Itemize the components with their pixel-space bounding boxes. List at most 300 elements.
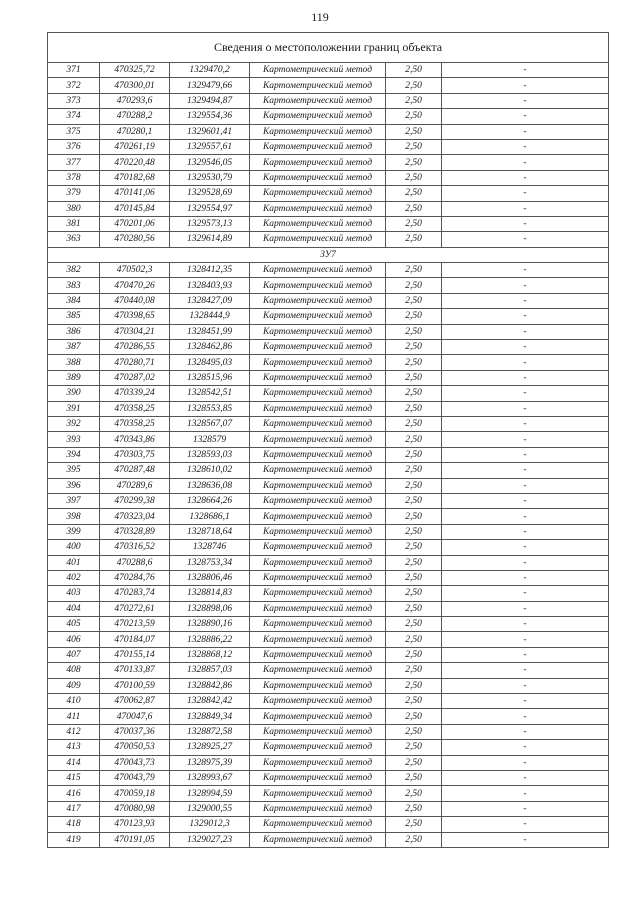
table-row — [48, 509, 609, 524]
cell-x-coordinate: 470284,76 — [100, 570, 170, 585]
cell-point-number: 404 — [48, 601, 100, 616]
cell-method: Картометрический метод — [250, 93, 386, 108]
cell-accuracy: 2,50 — [386, 93, 442, 108]
cell-y-coordinate: 1328814,83 — [170, 586, 250, 601]
cell-point-number: 386 — [48, 324, 100, 339]
cell-method: Картометрический метод — [250, 463, 386, 478]
cell-method: Картометрический метод — [250, 509, 386, 524]
table-row — [48, 755, 609, 770]
table-row — [48, 309, 609, 324]
cell-y-coordinate: 1329470,2 — [170, 63, 250, 78]
cell-description: - — [442, 293, 609, 308]
cell-y-coordinate: 1328753,34 — [170, 555, 250, 570]
cell-method: Картометрический метод — [250, 524, 386, 539]
table-row — [48, 386, 609, 401]
cell-x-coordinate: 470502,3 — [100, 263, 170, 278]
cell-x-coordinate: 470191,05 — [100, 832, 170, 847]
cell-x-coordinate: 470272,61 — [100, 601, 170, 616]
cell-description: - — [442, 832, 609, 847]
cell-description: - — [442, 724, 609, 739]
cell-x-coordinate: 470398,65 — [100, 309, 170, 324]
table-row — [48, 324, 609, 339]
cell-method: Картометрический метод — [250, 263, 386, 278]
cell-point-number: 380 — [48, 201, 100, 216]
cell-method: Картометрический метод — [250, 78, 386, 93]
cell-x-coordinate: 470440,08 — [100, 293, 170, 308]
cell-point-number: 413 — [48, 740, 100, 755]
cell-y-coordinate: 1329573,13 — [170, 216, 250, 231]
cell-description: - — [442, 186, 609, 201]
cell-description: - — [442, 370, 609, 385]
table-row — [48, 293, 609, 308]
cell-description: - — [442, 432, 609, 447]
cell-method: Картометрический метод — [250, 786, 386, 801]
cell-description: - — [442, 401, 609, 416]
table-row — [48, 601, 609, 616]
cell-x-coordinate: 470220,48 — [100, 155, 170, 170]
cell-point-number: 399 — [48, 524, 100, 539]
cell-method: Картометрический метод — [250, 817, 386, 832]
cell-y-coordinate: 1329012,3 — [170, 817, 250, 832]
table-row — [48, 278, 609, 293]
cell-point-number: 415 — [48, 770, 100, 785]
cell-point-number: 376 — [48, 139, 100, 154]
cell-y-coordinate: 1329494,87 — [170, 93, 250, 108]
cell-method: Картометрический метод — [250, 139, 386, 154]
cell-y-coordinate: 1328925,27 — [170, 740, 250, 755]
cell-y-coordinate: 1328890,16 — [170, 617, 250, 632]
cell-y-coordinate: 1328994,59 — [170, 786, 250, 801]
cell-accuracy: 2,50 — [386, 478, 442, 493]
cell-description: - — [442, 78, 609, 93]
cell-accuracy: 2,50 — [386, 309, 442, 324]
cell-accuracy: 2,50 — [386, 801, 442, 816]
cell-description: - — [442, 416, 609, 431]
cell-x-coordinate: 470062,87 — [100, 694, 170, 709]
table-row — [48, 463, 609, 478]
cell-description: - — [442, 232, 609, 247]
cell-x-coordinate: 470358,25 — [100, 416, 170, 431]
cell-accuracy: 2,50 — [386, 540, 442, 555]
table-row — [48, 232, 609, 247]
table-row — [48, 770, 609, 785]
cell-y-coordinate: 1329528,69 — [170, 186, 250, 201]
cell-accuracy: 2,50 — [386, 724, 442, 739]
cell-point-number: 393 — [48, 432, 100, 447]
cell-description: - — [442, 540, 609, 555]
table-row — [48, 155, 609, 170]
cell-description: - — [442, 386, 609, 401]
cell-accuracy: 2,50 — [386, 78, 442, 93]
cell-point-number: 377 — [48, 155, 100, 170]
cell-y-coordinate: 1328412,35 — [170, 263, 250, 278]
cell-x-coordinate: 470280,1 — [100, 124, 170, 139]
cell-accuracy: 2,50 — [386, 139, 442, 154]
cell-method: Картометрический метод — [250, 309, 386, 324]
table-row — [48, 109, 609, 124]
section-header-row — [48, 247, 609, 262]
table-row — [48, 186, 609, 201]
cell-y-coordinate: 1328542,51 — [170, 386, 250, 401]
table-row — [48, 340, 609, 355]
cell-description: - — [442, 340, 609, 355]
cell-x-coordinate: 470287,02 — [100, 370, 170, 385]
cell-x-coordinate: 470145,84 — [100, 201, 170, 216]
cell-x-coordinate: 470299,38 — [100, 493, 170, 508]
cell-accuracy: 2,50 — [386, 109, 442, 124]
cell-method: Картометрический метод — [250, 540, 386, 555]
table-row — [48, 570, 609, 585]
cell-description: - — [442, 324, 609, 339]
cell-point-number: 373 — [48, 93, 100, 108]
table-row — [48, 724, 609, 739]
cell-point-number: 387 — [48, 340, 100, 355]
cell-accuracy: 2,50 — [386, 694, 442, 709]
table-row — [48, 63, 609, 78]
table-row — [48, 632, 609, 647]
cell-accuracy: 2,50 — [386, 324, 442, 339]
cell-description: - — [442, 155, 609, 170]
cell-point-number: 408 — [48, 663, 100, 678]
cell-x-coordinate: 470037,36 — [100, 724, 170, 739]
cell-description: - — [442, 263, 609, 278]
cell-x-coordinate: 470470,26 — [100, 278, 170, 293]
cell-y-coordinate: 1328849,34 — [170, 709, 250, 724]
cell-x-coordinate: 470261,19 — [100, 139, 170, 154]
table-row — [48, 540, 609, 555]
cell-x-coordinate: 470201,06 — [100, 216, 170, 231]
cell-y-coordinate: 1329000,55 — [170, 801, 250, 816]
cell-point-number: 411 — [48, 709, 100, 724]
cell-description: - — [442, 478, 609, 493]
cell-accuracy: 2,50 — [386, 293, 442, 308]
cell-accuracy: 2,50 — [386, 170, 442, 185]
cell-method: Картометрический метод — [250, 724, 386, 739]
cell-y-coordinate: 1329027,23 — [170, 832, 250, 847]
table-row — [48, 263, 609, 278]
cell-y-coordinate: 1328842,42 — [170, 694, 250, 709]
cell-x-coordinate: 470343,86 — [100, 432, 170, 447]
cell-x-coordinate: 470080,98 — [100, 801, 170, 816]
cell-x-coordinate: 470043,73 — [100, 755, 170, 770]
cell-point-number: 400 — [48, 540, 100, 555]
table-row — [48, 416, 609, 431]
cell-accuracy: 2,50 — [386, 786, 442, 801]
cell-x-coordinate: 470059,18 — [100, 786, 170, 801]
cell-method: Картометрический метод — [250, 601, 386, 616]
cell-accuracy: 2,50 — [386, 124, 442, 139]
cell-x-coordinate: 470155,14 — [100, 647, 170, 662]
cell-description: - — [442, 678, 609, 693]
cell-method: Картометрический метод — [250, 770, 386, 785]
cell-description: - — [442, 555, 609, 570]
cell-description: - — [442, 124, 609, 139]
cell-description: - — [442, 770, 609, 785]
cell-x-coordinate: 470133,87 — [100, 663, 170, 678]
cell-description: - — [442, 570, 609, 585]
cell-point-number: 414 — [48, 755, 100, 770]
cell-method: Картометрический метод — [250, 663, 386, 678]
cell-x-coordinate: 470287,48 — [100, 463, 170, 478]
cell-point-number: 388 — [48, 355, 100, 370]
cell-x-coordinate: 470182,68 — [100, 170, 170, 185]
cell-accuracy: 2,50 — [386, 632, 442, 647]
cell-method: Картометрический метод — [250, 709, 386, 724]
cell-y-coordinate: 1328857,03 — [170, 663, 250, 678]
cell-description: - — [442, 694, 609, 709]
cell-description: - — [442, 201, 609, 216]
cell-y-coordinate: 1328746 — [170, 540, 250, 555]
cell-description: - — [442, 601, 609, 616]
page-number: 119 — [311, 10, 329, 24]
cell-y-coordinate: 1328610,02 — [170, 463, 250, 478]
cell-x-coordinate: 470141,06 — [100, 186, 170, 201]
cell-description: - — [442, 524, 609, 539]
cell-method: Картометрический метод — [250, 570, 386, 585]
cell-y-coordinate: 1328427,09 — [170, 293, 250, 308]
cell-point-number: 406 — [48, 632, 100, 647]
table-row — [48, 586, 609, 601]
cell-point-number: 398 — [48, 509, 100, 524]
cell-accuracy: 2,50 — [386, 263, 442, 278]
cell-method: Картометрический метод — [250, 109, 386, 124]
table-row — [48, 524, 609, 539]
cell-y-coordinate: 1329557,61 — [170, 139, 250, 154]
cell-method: Картометрический метод — [250, 478, 386, 493]
cell-point-number: 402 — [48, 570, 100, 585]
cell-point-number: 419 — [48, 832, 100, 847]
cell-accuracy: 2,50 — [386, 186, 442, 201]
cell-y-coordinate: 1328451,99 — [170, 324, 250, 339]
cell-accuracy: 2,50 — [386, 832, 442, 847]
table-row — [48, 786, 609, 801]
cell-accuracy: 2,50 — [386, 232, 442, 247]
cell-method: Картометрический метод — [250, 155, 386, 170]
cell-accuracy: 2,50 — [386, 555, 442, 570]
cell-accuracy: 2,50 — [386, 386, 442, 401]
cell-y-coordinate: 1328686,1 — [170, 509, 250, 524]
cell-accuracy: 2,50 — [386, 463, 442, 478]
cell-x-coordinate: 470288,2 — [100, 109, 170, 124]
cell-accuracy: 2,50 — [386, 401, 442, 416]
cell-description: - — [442, 509, 609, 524]
cell-x-coordinate: 470050,53 — [100, 740, 170, 755]
cell-method: Картометрический метод — [250, 401, 386, 416]
section-label: ЗУ7 — [48, 247, 609, 262]
cell-description: - — [442, 586, 609, 601]
cell-point-number: 392 — [48, 416, 100, 431]
cell-accuracy: 2,50 — [386, 370, 442, 385]
cell-accuracy: 2,50 — [386, 432, 442, 447]
cell-method: Картометрический метод — [250, 216, 386, 231]
cell-description: - — [442, 817, 609, 832]
table-row — [48, 93, 609, 108]
table-row — [48, 432, 609, 447]
cell-point-number: 371 — [48, 63, 100, 78]
boundary-coordinates-table — [47, 32, 609, 848]
table-row — [48, 201, 609, 216]
cell-method: Картометрический метод — [250, 447, 386, 462]
cell-x-coordinate: 470280,56 — [100, 232, 170, 247]
cell-y-coordinate: 1328872,58 — [170, 724, 250, 739]
cell-description: - — [442, 63, 609, 78]
cell-y-coordinate: 1329614,89 — [170, 232, 250, 247]
cell-method: Картометрический метод — [250, 832, 386, 847]
cell-y-coordinate: 1328718,64 — [170, 524, 250, 539]
cell-point-number: 397 — [48, 493, 100, 508]
table-row — [48, 370, 609, 385]
cell-point-number: 379 — [48, 186, 100, 201]
cell-method: Картометрический метод — [250, 170, 386, 185]
cell-y-coordinate: 1328495,03 — [170, 355, 250, 370]
cell-x-coordinate: 470303,75 — [100, 447, 170, 462]
cell-accuracy: 2,50 — [386, 817, 442, 832]
cell-method: Картометрический метод — [250, 755, 386, 770]
cell-method: Картометрический метод — [250, 416, 386, 431]
cell-point-number: 395 — [48, 463, 100, 478]
cell-point-number: 401 — [48, 555, 100, 570]
cell-accuracy: 2,50 — [386, 647, 442, 662]
cell-accuracy: 2,50 — [386, 201, 442, 216]
table-row — [48, 617, 609, 632]
cell-point-number: 403 — [48, 586, 100, 601]
cell-point-number: 385 — [48, 309, 100, 324]
cell-x-coordinate: 470123,93 — [100, 817, 170, 832]
cell-point-number: 382 — [48, 263, 100, 278]
table-row — [48, 447, 609, 462]
cell-accuracy: 2,50 — [386, 63, 442, 78]
cell-method: Картометрический метод — [250, 617, 386, 632]
cell-description: - — [442, 632, 609, 647]
cell-method: Картометрический метод — [250, 278, 386, 293]
cell-point-number: 372 — [48, 78, 100, 93]
table-title-row — [48, 33, 609, 63]
cell-y-coordinate: 1328886,22 — [170, 632, 250, 647]
cell-description: - — [442, 617, 609, 632]
cell-accuracy: 2,50 — [386, 355, 442, 370]
cell-accuracy: 2,50 — [386, 155, 442, 170]
cell-y-coordinate: 1328898,06 — [170, 601, 250, 616]
cell-method: Картометрический метод — [250, 355, 386, 370]
cell-method: Картометрический метод — [250, 647, 386, 662]
cell-point-number: 409 — [48, 678, 100, 693]
cell-accuracy: 2,50 — [386, 678, 442, 693]
cell-y-coordinate: 1328553,85 — [170, 401, 250, 416]
table-row — [48, 555, 609, 570]
cell-method: Картометрический метод — [250, 586, 386, 601]
cell-description: - — [442, 355, 609, 370]
cell-point-number: 381 — [48, 216, 100, 231]
cell-x-coordinate: 470283,74 — [100, 586, 170, 601]
cell-accuracy: 2,50 — [386, 216, 442, 231]
table-row — [48, 216, 609, 231]
cell-point-number: 384 — [48, 293, 100, 308]
cell-y-coordinate: 1328515,96 — [170, 370, 250, 385]
table-row — [48, 740, 609, 755]
cell-method: Картометрический метод — [250, 493, 386, 508]
cell-method: Картометрический метод — [250, 555, 386, 570]
table-row — [48, 801, 609, 816]
cell-point-number: 390 — [48, 386, 100, 401]
table-row — [48, 401, 609, 416]
cell-point-number: 383 — [48, 278, 100, 293]
cell-point-number: 378 — [48, 170, 100, 185]
cell-method: Картометрический метод — [250, 370, 386, 385]
cell-y-coordinate: 1328579 — [170, 432, 250, 447]
cell-description: - — [442, 109, 609, 124]
cell-point-number: 389 — [48, 370, 100, 385]
cell-description: - — [442, 786, 609, 801]
cell-method: Картометрический метод — [250, 340, 386, 355]
cell-point-number: 391 — [48, 401, 100, 416]
cell-description: - — [442, 139, 609, 154]
cell-description: - — [442, 663, 609, 678]
cell-accuracy: 2,50 — [386, 617, 442, 632]
cell-accuracy: 2,50 — [386, 493, 442, 508]
cell-accuracy: 2,50 — [386, 740, 442, 755]
cell-accuracy: 2,50 — [386, 447, 442, 462]
table-row — [48, 478, 609, 493]
cell-x-coordinate: 470323,04 — [100, 509, 170, 524]
cell-method: Картометрический метод — [250, 232, 386, 247]
cell-x-coordinate: 470288,6 — [100, 555, 170, 570]
cell-method: Картометрический метод — [250, 432, 386, 447]
cell-description: - — [442, 93, 609, 108]
cell-x-coordinate: 470043,79 — [100, 770, 170, 785]
cell-accuracy: 2,50 — [386, 416, 442, 431]
cell-x-coordinate: 470047,6 — [100, 709, 170, 724]
cell-y-coordinate: 1328842,86 — [170, 678, 250, 693]
cell-point-number: 396 — [48, 478, 100, 493]
cell-y-coordinate: 1329601,41 — [170, 124, 250, 139]
table-row — [48, 709, 609, 724]
cell-y-coordinate: 1328567,07 — [170, 416, 250, 431]
cell-accuracy: 2,50 — [386, 601, 442, 616]
cell-y-coordinate: 1328636,08 — [170, 478, 250, 493]
cell-description: - — [442, 709, 609, 724]
cell-accuracy: 2,50 — [386, 770, 442, 785]
cell-method: Картометрический метод — [250, 186, 386, 201]
table-row — [48, 124, 609, 139]
cell-x-coordinate: 470325,72 — [100, 63, 170, 78]
cell-accuracy: 2,50 — [386, 663, 442, 678]
cell-description: - — [442, 447, 609, 462]
cell-x-coordinate: 470358,25 — [100, 401, 170, 416]
table-row — [48, 817, 609, 832]
cell-y-coordinate: 1329479,66 — [170, 78, 250, 93]
cell-method: Картометрический метод — [250, 201, 386, 216]
table-row — [48, 493, 609, 508]
cell-point-number: 375 — [48, 124, 100, 139]
cell-point-number: 374 — [48, 109, 100, 124]
cell-x-coordinate: 470339,24 — [100, 386, 170, 401]
cell-accuracy: 2,50 — [386, 340, 442, 355]
cell-accuracy: 2,50 — [386, 278, 442, 293]
table-row — [48, 139, 609, 154]
cell-point-number: 363 — [48, 232, 100, 247]
cell-point-number: 417 — [48, 801, 100, 816]
cell-description: - — [442, 278, 609, 293]
cell-accuracy: 2,50 — [386, 755, 442, 770]
cell-y-coordinate: 1328664,26 — [170, 493, 250, 508]
cell-description: - — [442, 170, 609, 185]
table-row — [48, 647, 609, 662]
cell-y-coordinate: 1328593,03 — [170, 447, 250, 462]
table-row — [48, 694, 609, 709]
cell-method: Картометрический метод — [250, 293, 386, 308]
cell-point-number: 410 — [48, 694, 100, 709]
cell-x-coordinate: 470289,6 — [100, 478, 170, 493]
